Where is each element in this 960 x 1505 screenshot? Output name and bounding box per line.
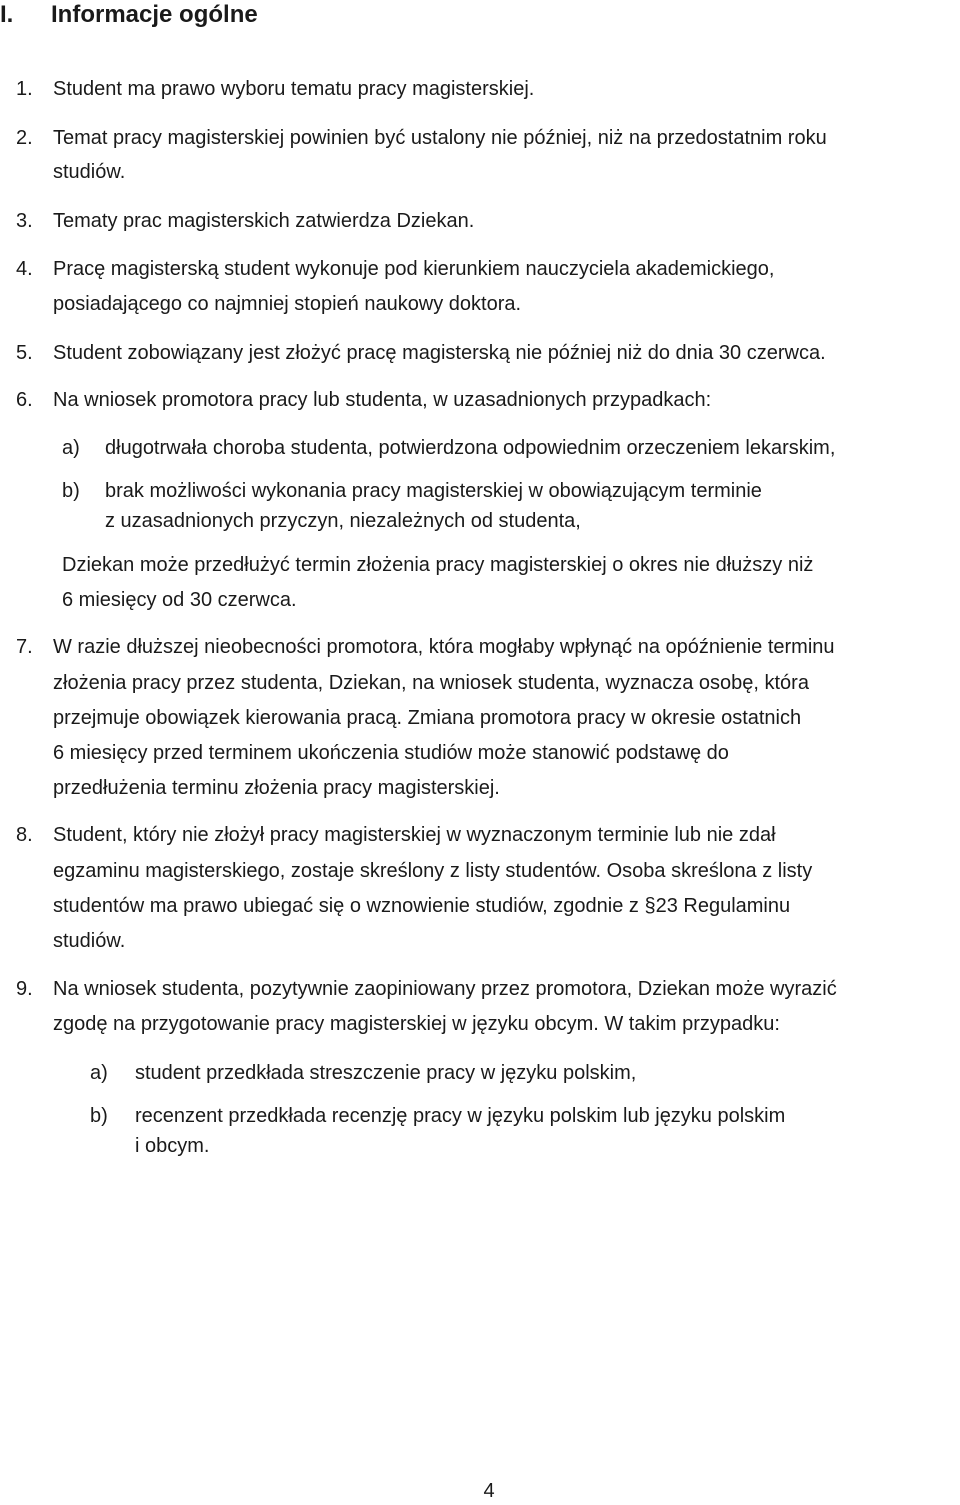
item-text-line: Na wniosek promotora pracy lub studenta, w uzasadnionych przypadkach: xyxy=(53,389,712,411)
sub-item-text-line: student przedkłada streszczenie pracy w języku polskim, xyxy=(135,1062,637,1084)
item-text-line: Na wniosek studenta, pozytywnie zaopiniowany przez promotora, Dziekan może wyrazić xyxy=(53,978,837,1000)
item-number: 1. xyxy=(16,78,33,100)
item-text-line: W razie dłuższej nieobecności promotora, która mogłaby wpłynąć na opóźnienie terminu xyxy=(53,636,835,658)
item-closing-line: Dziekan może przedłużyć termin złożenia pracy magisterskiej o okres nie dłuższy niż xyxy=(62,554,814,576)
item-text-line: Student zobowiązany jest złożyć pracę magisterską nie później niż do dnia 30 czerwca. xyxy=(53,342,826,364)
sub-item-text-line: długotrwała choroba studenta, potwierdzona odpowiednim orzeczeniem lekarskim, xyxy=(105,437,836,459)
item-text-line: 6 miesięcy przed terminem ukończenia studiów może stanowić podstawę do xyxy=(53,742,729,764)
item-text-line: Tematy prac magisterskich zatwierdza Dziekan. xyxy=(53,210,475,232)
sub-item-text-line: z uzasadnionych przyczyn, niezależnych od studenta, xyxy=(105,510,581,532)
page-number: 4 xyxy=(483,1480,495,1502)
item-number: 5. xyxy=(16,342,33,364)
section-title: Informacje ogólne xyxy=(51,1,258,28)
item-text-line: Temat pracy magisterskiej powinien być ustalony nie później, niż na przedostatnim roku xyxy=(53,127,827,149)
item-text-line: Pracę magisterską student wykonuje pod kierunkiem nauczyciela akademickiego, xyxy=(53,258,775,280)
item-number: 2. xyxy=(16,127,33,149)
item-number: 9. xyxy=(16,978,33,1000)
sub-item-letter: a) xyxy=(90,1062,108,1084)
sub-item-letter: b) xyxy=(90,1105,108,1127)
item-text-line: studiów. xyxy=(53,930,126,952)
item-number: 3. xyxy=(16,210,33,232)
item-number: 8. xyxy=(16,824,33,846)
item-text-line: przejmuje obowiązek kierowania pracą. Zmiana promotora pracy w okresie ostatnich xyxy=(53,707,802,729)
item-text-line: Student ma prawo wyboru tematu pracy magisterskiej. xyxy=(53,78,535,100)
item-number: 6. xyxy=(16,389,33,411)
section-number: I. xyxy=(0,1,14,28)
item-number: 4. xyxy=(16,258,33,280)
sub-item-letter: b) xyxy=(62,480,80,502)
item-text-line: egzaminu magisterskiego, zostaje skreślony z listy studentów. Osoba skreślona z listy xyxy=(53,860,813,882)
item-text-line: posiadającego co najmniej stopień naukowy doktora. xyxy=(53,293,522,315)
item-number: 7. xyxy=(16,636,33,658)
sub-item-letter: a) xyxy=(62,437,80,459)
item-closing-line: 6 miesięcy od 30 czerwca. xyxy=(62,589,297,611)
item-text-line: studiów. xyxy=(53,161,126,183)
sub-item-text-line: brak możliwości wykonania pracy magisterskiej w obowiązującym terminie xyxy=(105,480,762,502)
sub-item-text-line: i obcym. xyxy=(135,1135,210,1157)
item-text-line: złożenia pracy przez studenta, Dziekan, na wniosek studenta, wyznacza osobę, która xyxy=(53,672,809,694)
item-text-line: Student, który nie złożył pracy magisterskiej w wyznaczonym terminie lub nie zdał xyxy=(53,824,776,846)
section-heading xyxy=(0,0,258,30)
item-text-line: zgodę na przygotowanie pracy magisterskiej w języku obcym. W takim przypadku: xyxy=(53,1013,780,1035)
item-text-line: studentów ma prawo ubiegać się o wznowienie studiów, zgodnie z §23 Regulaminu xyxy=(53,895,791,917)
item-text-line: przedłużenia terminu złożenia pracy magisterskiej. xyxy=(53,777,500,799)
sub-item-text-line: recenzent przedkłada recenzję pracy w języku polskim lub języku polskim xyxy=(135,1105,786,1127)
